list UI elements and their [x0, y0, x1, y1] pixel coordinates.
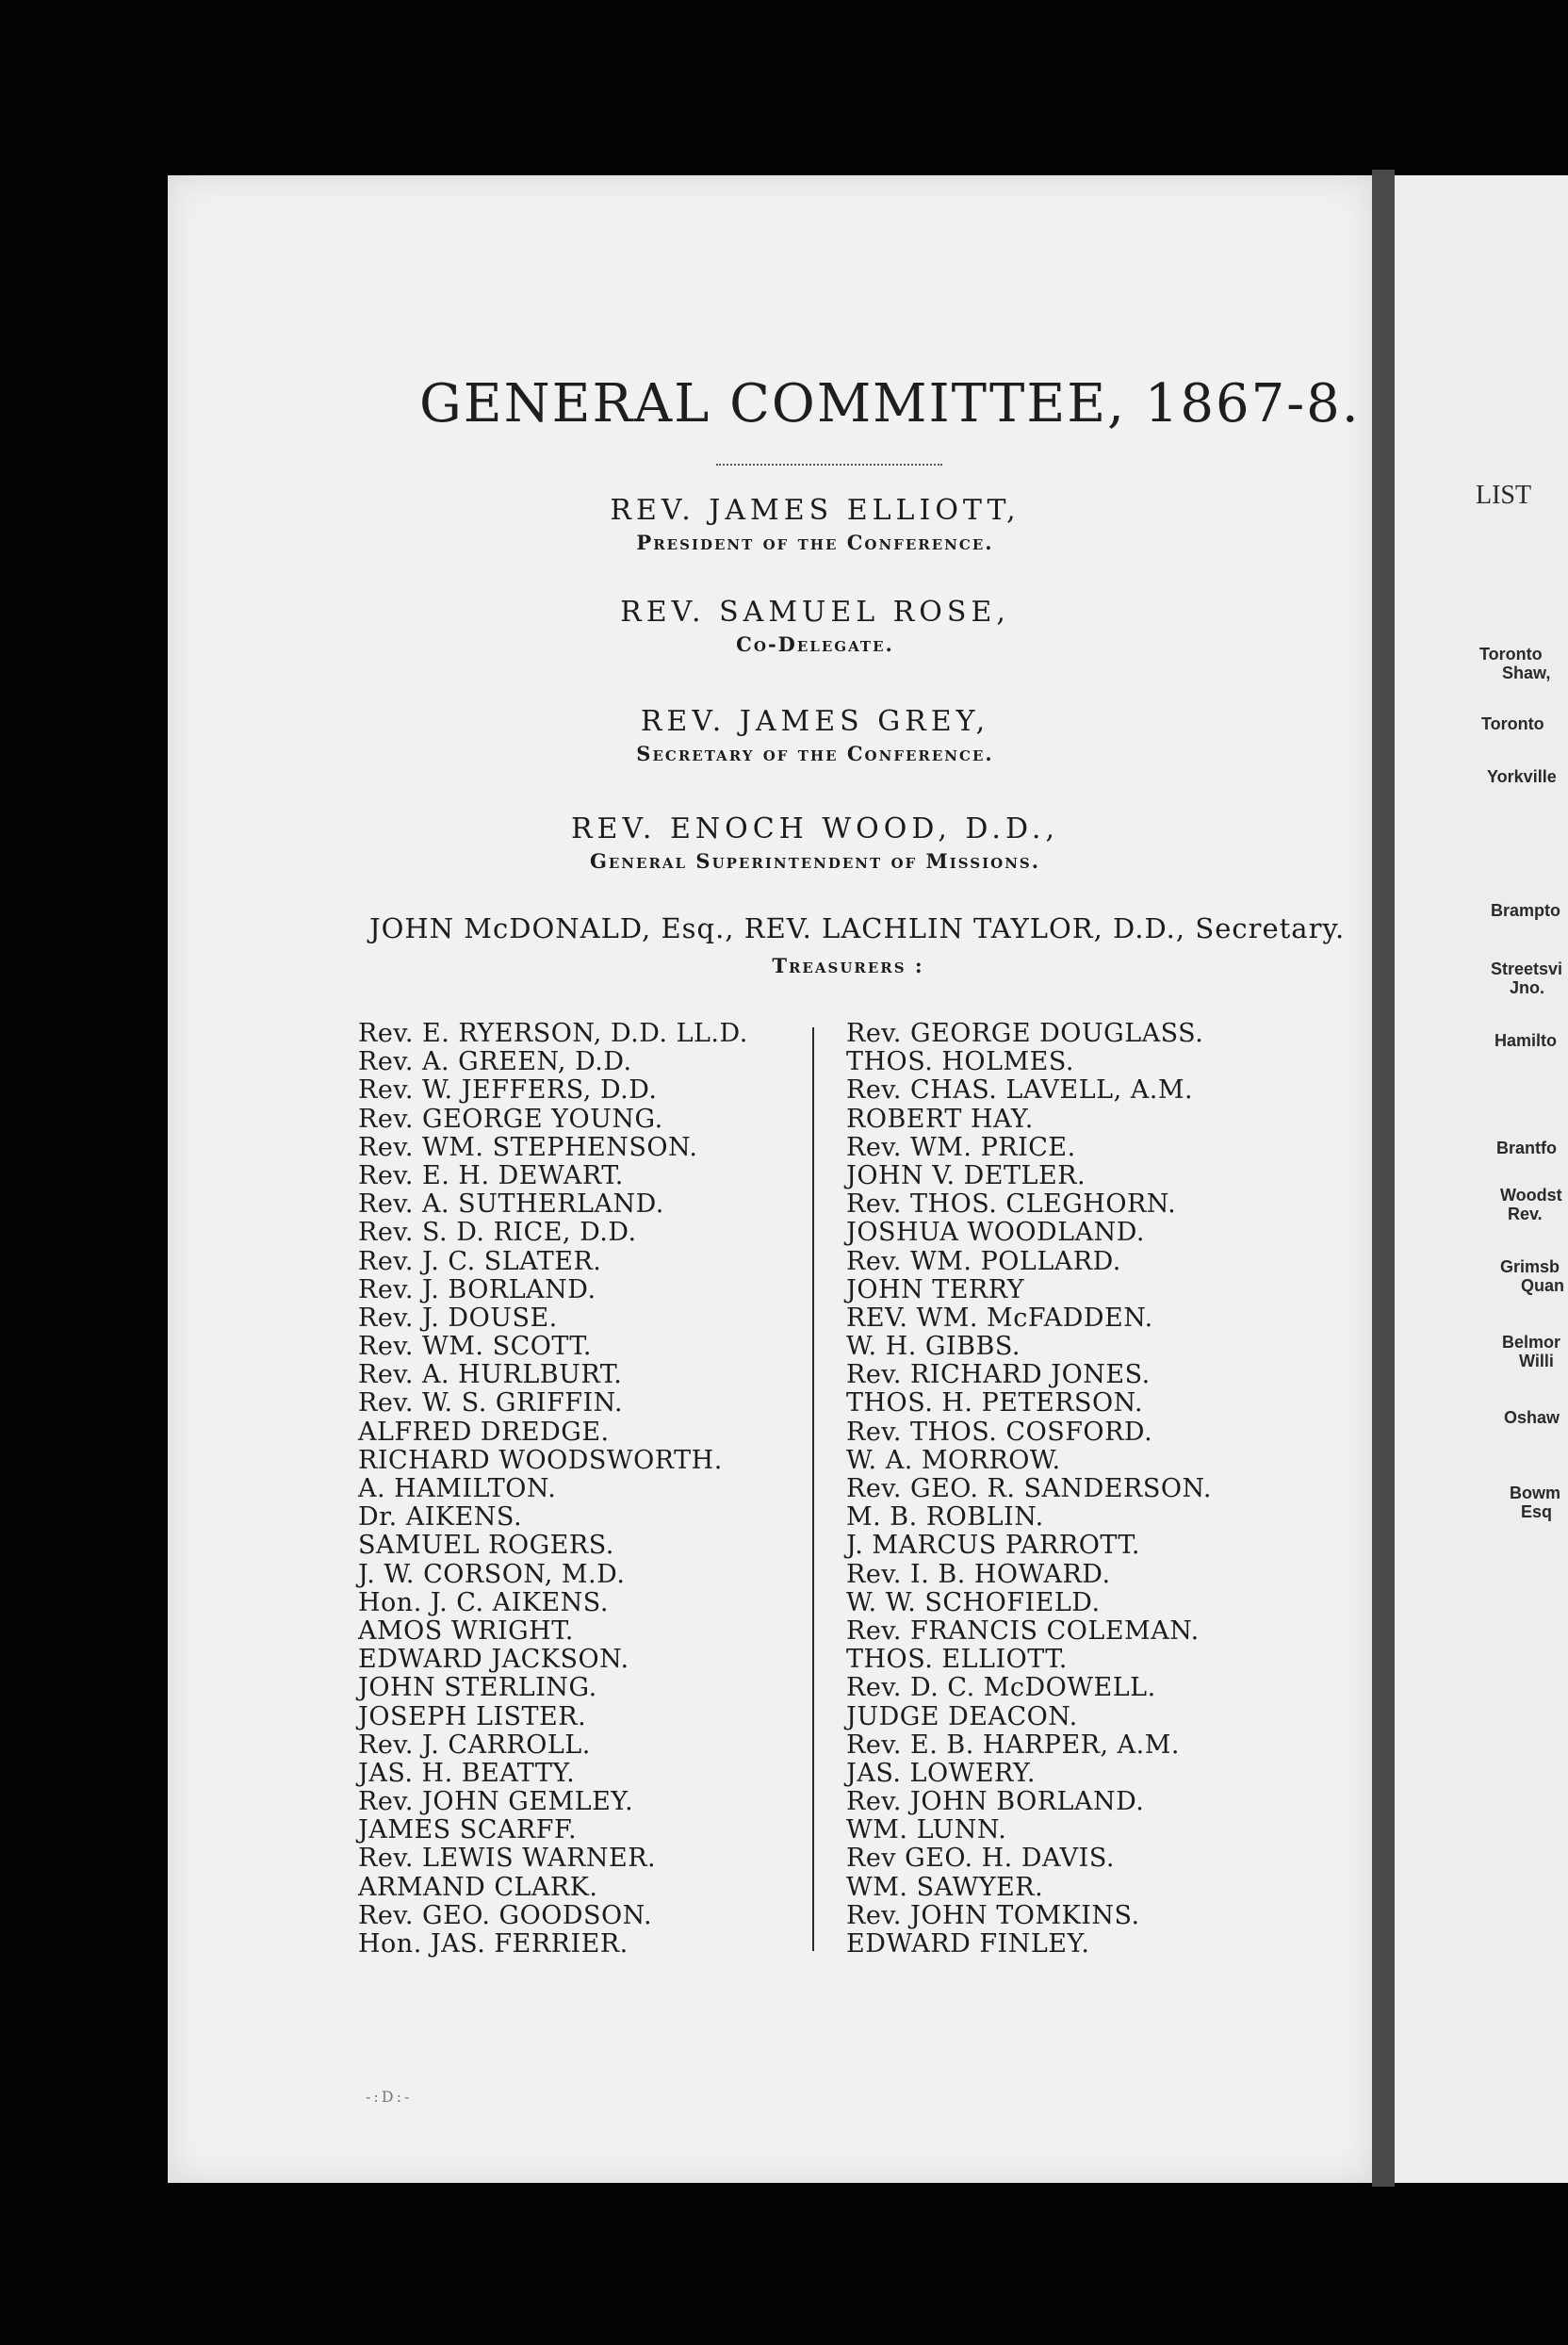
member-name: Rev. RICHARD JONES.: [846, 1360, 1151, 1390]
title-rule: [716, 464, 942, 466]
page-title: GENERAL COMMITTEE, 1867-8.: [419, 373, 1361, 435]
facing-page-fragment: Rev.: [1508, 1205, 1543, 1223]
member-name: Hon. J. C. AIKENS.: [358, 1587, 609, 1617]
member-name: RICHARD WOODSWORTH.: [358, 1445, 723, 1475]
facing-page-fragment: Willi: [1519, 1352, 1554, 1370]
member-name: W. A. MORROW.: [846, 1445, 1061, 1475]
member-name: SAMUEL ROGERS.: [358, 1531, 614, 1561]
facing-page-fragment: Yorkville: [1487, 767, 1557, 786]
officer-name: REV. SAMUEL ROSE,: [620, 596, 1010, 629]
member-name: Rev. GEORGE YOUNG.: [358, 1104, 663, 1134]
member-name: ARMAND CLARK.: [358, 1872, 598, 1902]
officer-role: Co-Delegate.: [736, 632, 894, 656]
member-name: WM. LUNN.: [846, 1815, 1007, 1845]
officer-name: REV. JAMES GREY,: [640, 705, 990, 738]
officer-name: REV. ENOCH WOOD, D.D.,: [570, 812, 1060, 845]
member-name: Rev. J. BORLAND.: [358, 1274, 596, 1304]
member-name: Rev. W. S. GRIFFIN.: [358, 1388, 624, 1418]
member-name: Rev. CHAS. LAVELL, A.M.: [846, 1075, 1194, 1106]
member-name: JOHN V. DETLER.: [846, 1160, 1086, 1190]
member-name: JOHN TERRY: [846, 1274, 1025, 1304]
column-divider: [812, 1027, 814, 1951]
member-name: JOHN STERLING.: [358, 1673, 597, 1703]
member-name: Hon. JAS. FERRIER.: [358, 1929, 629, 1959]
member-name: EDWARD FINLEY.: [846, 1929, 1090, 1959]
member-name: W. W. SCHOFIELD.: [846, 1587, 1101, 1617]
member-name: Rev. THOS. CLEGHORN.: [846, 1189, 1177, 1220]
facing-page-fragment: Jno.: [1510, 978, 1545, 997]
member-name: JAMES SCARFF.: [358, 1815, 578, 1845]
officer-president: [320, 494, 1310, 554]
facing-page-fragment: Streetsvi: [1491, 959, 1563, 978]
member-name: Rev. WM. SCOTT.: [358, 1332, 593, 1362]
member-name: Rev. GEO. R. SANDERSON.: [846, 1474, 1212, 1503]
member-name: Rev. GEO. GOODSON.: [358, 1900, 653, 1930]
member-name: WM. SAWYER.: [846, 1872, 1044, 1902]
member-name: ALFRED DREDGE.: [358, 1417, 610, 1447]
member-name: EDWARD JACKSON.: [358, 1645, 629, 1675]
members-left-column: [358, 1020, 748, 1959]
member-name: W. H. GIBBS.: [846, 1332, 1021, 1362]
facing-page-fragment: Grimsb: [1500, 1257, 1560, 1276]
member-name: Rev. E. H. DEWART.: [358, 1160, 624, 1190]
facing-page-heading: LIST: [1476, 481, 1532, 510]
member-name: Rev. JOHN TOMKINS.: [846, 1900, 1140, 1930]
officer-role: General Superintendent of Missions.: [589, 849, 1041, 873]
member-name: Rev. J. DOUSE.: [358, 1303, 558, 1333]
officer-role: President of the Conference.: [636, 531, 994, 554]
officer-co-delegate: [320, 596, 1310, 656]
member-name: Dr. AIKENS.: [358, 1502, 523, 1533]
treasurers-line: JOHN McDONALD, Esq., REV. LACHLIN TAYLOR, D.D., Secretary.: [369, 912, 1346, 944]
member-name: Rev. E. B. HARPER, A.M.: [846, 1730, 1180, 1760]
facing-page-fragment: Hamilto: [1494, 1031, 1558, 1050]
facing-page-fragment: Shaw,: [1502, 664, 1551, 682]
member-name: M. B. ROBLIN.: [846, 1502, 1044, 1533]
member-name: Rev GEO. H. DAVIS.: [846, 1844, 1115, 1874]
treasurers-label: Treasurers :: [772, 954, 924, 977]
member-name: THOS. HOLMES.: [846, 1047, 1074, 1077]
facing-page-fragment: Bowm: [1510, 1484, 1560, 1502]
member-name: Rev. I. B. HOWARD.: [846, 1559, 1111, 1589]
member-name: Rev. J. CARROLL.: [358, 1730, 591, 1760]
member-name: REV. WM. McFADDEN.: [846, 1303, 1153, 1333]
member-name: J. MARCUS PARROTT.: [846, 1531, 1140, 1561]
member-name: JOSEPH LISTER.: [358, 1701, 587, 1731]
facing-page-fragment: Toronto: [1479, 645, 1543, 664]
facing-page-fragment: Oshaw: [1504, 1408, 1560, 1427]
member-name: AMOS WRIGHT.: [358, 1615, 574, 1646]
facing-page-fragment: Quan: [1521, 1276, 1565, 1295]
member-name: Rev. THOS. COSFORD.: [846, 1417, 1153, 1447]
member-name: Rev. WM. STEPHENSON.: [358, 1132, 698, 1162]
member-name: Rev. A. SUTHERLAND.: [358, 1189, 664, 1220]
member-name: Rev. D. C. McDOWELL.: [846, 1673, 1156, 1703]
member-name: Rev. A. HURLBURT.: [358, 1360, 623, 1390]
facing-page-fragment: Brampto: [1491, 901, 1561, 920]
facing-page-fragment: Belmor: [1502, 1333, 1561, 1352]
member-name: Rev. JOHN BORLAND.: [846, 1787, 1145, 1817]
member-name: Rev. S. D. RICE, D.D.: [358, 1218, 637, 1248]
member-name: Rev. LEWIS WARNER.: [358, 1844, 657, 1874]
member-name: J. W. CORSON, M.D.: [358, 1559, 626, 1589]
member-name: THOS. H. PETERSON.: [846, 1388, 1144, 1418]
member-name: THOS. ELLIOTT.: [846, 1645, 1068, 1675]
officer-superintendent: [320, 812, 1310, 873]
member-name: ROBERT HAY.: [846, 1104, 1034, 1134]
member-name: Rev. W. JEFFERS, D.D.: [358, 1075, 658, 1106]
facing-page: [1395, 175, 1568, 2183]
book-gutter: [1372, 170, 1395, 2187]
member-name: JUDGE DEACON.: [846, 1701, 1078, 1731]
member-name: Rev. J. C. SLATER.: [358, 1246, 602, 1276]
facing-page-fragment: Toronto: [1481, 714, 1544, 733]
member-name: Rev. WM. PRICE.: [846, 1132, 1076, 1162]
facing-page-fragment: Brantfo: [1496, 1139, 1557, 1157]
member-name: Rev. WM. POLLARD.: [846, 1246, 1121, 1276]
member-name: Rev. GEORGE DOUGLASS.: [846, 1019, 1204, 1048]
member-name: Rev. FRANCIS COLEMAN.: [846, 1615, 1200, 1646]
member-name: A. HAMILTON.: [358, 1474, 557, 1503]
member-name: JAS. LOWERY.: [846, 1758, 1036, 1788]
facing-page-fragment: Woodst: [1500, 1186, 1562, 1205]
officer-name: REV. JAMES ELLIOTT,: [610, 494, 1021, 527]
member-name: Rev. JOHN GEMLEY.: [358, 1787, 634, 1817]
member-name: Rev. E. RYERSON, D.D. LL.D.: [358, 1019, 748, 1048]
facing-page-fragment: Esq: [1521, 1502, 1553, 1521]
members-right-column: [846, 1020, 1212, 1959]
member-name: Rev. A. GREEN, D.D.: [358, 1047, 632, 1077]
member-name: JOSHUA WOODLAND.: [846, 1218, 1145, 1248]
member-name: JAS. H. BEATTY.: [358, 1758, 576, 1788]
printer-ornament: -:D:-: [366, 2088, 413, 2106]
officer-role: Secretary of the Conference.: [636, 742, 994, 765]
officer-secretary: [320, 705, 1310, 765]
